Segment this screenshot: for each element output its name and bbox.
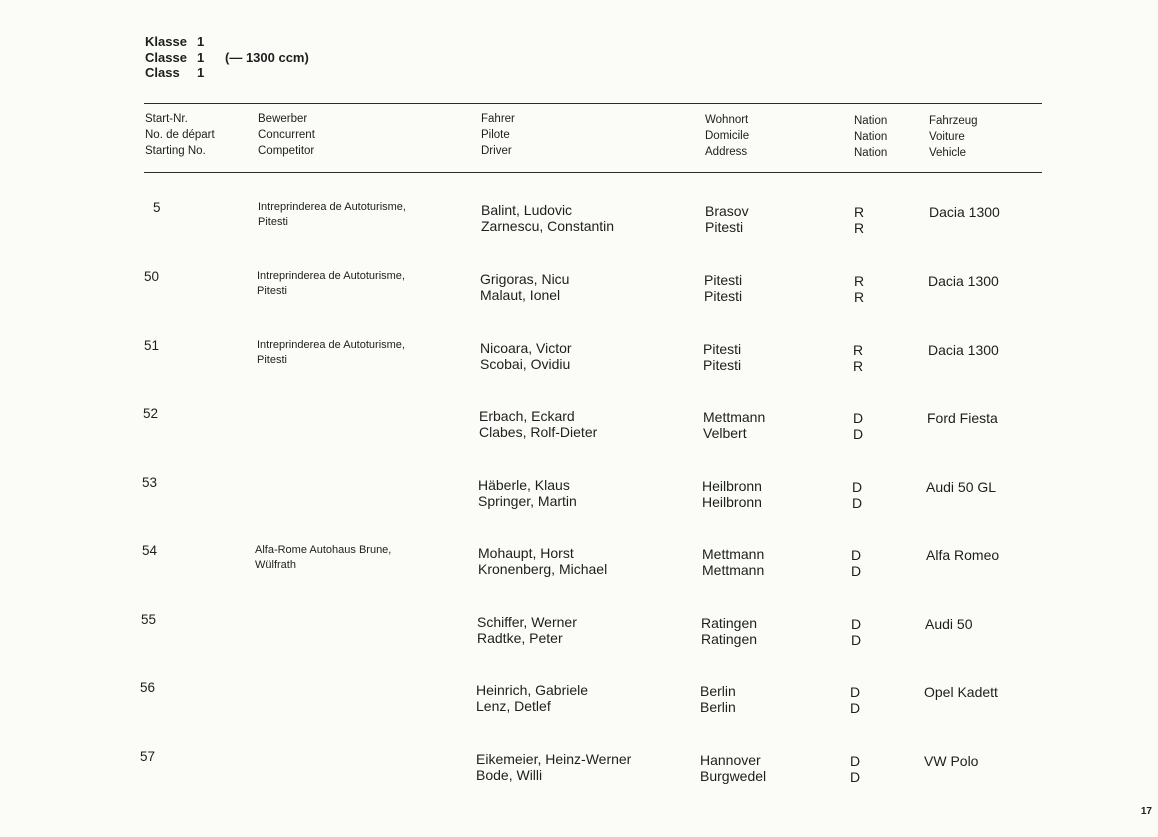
drivers (477, 614, 577, 646)
header-top-rule (144, 103, 1042, 104)
drivers (479, 408, 597, 440)
addresses (705, 203, 749, 235)
address: Velbert (703, 425, 747, 441)
nation-code: R (854, 273, 865, 289)
competitor-line: Intreprinderea de Autoturisme, (258, 201, 406, 213)
driver-name: Lenz, Detlef (476, 698, 551, 714)
entry-row (0, 543, 1158, 583)
class-heading (145, 34, 309, 81)
vehicle: Audi 50 GL (926, 479, 997, 495)
header-line: Starting No. (145, 145, 206, 157)
address: Heilbronn (702, 478, 762, 494)
entry-row (0, 406, 1158, 446)
entry-row (0, 612, 1158, 652)
class-number: 1 (197, 49, 205, 65)
address: Berlin (700, 699, 736, 715)
driver-name: Grigoras, Nicu (480, 271, 570, 287)
driver-name: Schiffer, Werner (477, 614, 577, 630)
header-line: Nation (854, 131, 888, 143)
class-label: Class (145, 65, 180, 80)
nations (853, 342, 863, 374)
addresses (702, 546, 764, 578)
driver-name: Mohaupt, Horst (478, 545, 574, 561)
start-number: 55 (141, 612, 157, 627)
nation-code: D (850, 684, 861, 700)
drivers (478, 477, 577, 509)
competitor-line: Intreprinderea de Autoturisme, (257, 339, 405, 351)
driver-name: Radtke, Peter (477, 630, 563, 646)
displacement-note: (— 1300 ccm) (225, 49, 309, 65)
address: Mettmann (702, 546, 765, 562)
nations (851, 547, 861, 579)
nation-code: D (853, 426, 864, 442)
header-line: Nation (854, 115, 888, 127)
vehicle: Alfa Romeo (926, 547, 1000, 563)
driver-name: Nicoara, Victor (480, 340, 572, 356)
addresses (700, 683, 736, 715)
nation-code: D (852, 495, 863, 511)
competitor-line: Intreprinderea de Autoturisme, (257, 270, 405, 282)
start-number: 51 (144, 338, 160, 353)
address: Pitesti (705, 219, 744, 235)
nation-code: R (854, 204, 865, 220)
start-number: 57 (140, 749, 156, 764)
address: Berlin (700, 683, 736, 699)
start-number: 50 (144, 269, 160, 284)
competitor-line: Pitesti (257, 354, 287, 366)
header-line: Driver (481, 145, 512, 157)
class-number: 1 (197, 34, 205, 49)
address: Mettmann (703, 409, 766, 425)
column-header-start-nr (145, 111, 215, 159)
competitor-line: Pitesti (257, 285, 287, 297)
start-number: 52 (143, 406, 159, 421)
nation-code: D (850, 769, 861, 785)
address: Ratingen (701, 631, 758, 647)
competitor (257, 338, 405, 368)
nation-code: D (850, 753, 861, 769)
competitor (258, 200, 406, 230)
header-bottom-rule (144, 172, 1042, 173)
header-line: Fahrer (481, 113, 515, 125)
class-line-fr (145, 50, 309, 66)
vehicle: Opel Kadett (924, 684, 998, 700)
competitor-line: Pitesti (258, 216, 288, 228)
address: Pitesti (704, 288, 743, 304)
driver-name: Balint, Ludovic (481, 202, 573, 218)
driver-name: Heinrich, Gabriele (476, 682, 589, 698)
start-number: 5 (153, 200, 161, 215)
addresses (701, 615, 757, 647)
driver-name: Zarnescu, Constantin (481, 218, 615, 234)
competitor (255, 543, 391, 573)
address: Brasov (705, 203, 749, 219)
nation-code: D (851, 563, 862, 579)
nation-code: D (851, 547, 862, 563)
entry-row (0, 200, 1158, 240)
header-line: Domicile (705, 130, 750, 142)
vehicle: Ford Fiesta (927, 410, 998, 426)
address: Pitesti (703, 341, 742, 357)
header-line: Vehicle (929, 147, 967, 159)
driver-name: Häberle, Klaus (478, 477, 570, 493)
column-header-fahrzeug (929, 113, 978, 161)
header-line: Fahrzeug (929, 115, 978, 127)
nation-code: R (853, 358, 864, 374)
entry-row (0, 338, 1158, 378)
entry-row (0, 680, 1158, 720)
nation-code: R (854, 289, 865, 305)
entry-row (0, 269, 1158, 309)
vehicle: VW Polo (924, 753, 979, 769)
header-line: Competitor (258, 145, 315, 157)
drivers (476, 682, 588, 714)
nation-code: D (850, 700, 861, 716)
competitor (257, 269, 405, 299)
address: Burgwedel (700, 768, 767, 784)
vehicle: Audi 50 (925, 616, 973, 632)
vehicle: Dacia 1300 (929, 204, 1000, 220)
drivers (478, 545, 607, 577)
start-number: 56 (140, 680, 156, 695)
column-header-fahrer (481, 111, 515, 159)
nation-code: R (854, 220, 865, 236)
header-line: Nation (854, 147, 888, 159)
nation-code: D (851, 632, 862, 648)
start-number: 53 (142, 475, 158, 490)
column-header-bewerber (258, 111, 315, 159)
header-line: No. de départ (145, 129, 215, 141)
nations (850, 753, 860, 785)
vehicle: Dacia 1300 (928, 342, 999, 358)
column-header-wohnort (705, 112, 749, 160)
nations (851, 616, 861, 648)
entry-row (0, 749, 1158, 789)
drivers (480, 340, 572, 372)
entry-row (0, 475, 1158, 515)
nation-code: D (851, 616, 862, 632)
address: Ratingen (701, 615, 758, 631)
address: Pitesti (703, 357, 742, 373)
address: Hannover (700, 752, 761, 768)
column-header-nation (854, 113, 887, 161)
driver-name: Clabes, Rolf-Dieter (479, 424, 598, 440)
nations (853, 410, 863, 442)
header-line: Wohnort (705, 114, 749, 126)
drivers (481, 202, 614, 234)
address: Heilbronn (702, 494, 762, 510)
address: Mettmann (702, 562, 765, 578)
nations (852, 479, 862, 511)
class-line-en (145, 65, 309, 81)
address: Pitesti (704, 272, 743, 288)
driver-name: Eikemeier, Heinz-Werner (476, 751, 632, 767)
class-line-de (145, 34, 309, 50)
driver-name: Kronenberg, Michael (478, 561, 608, 577)
header-line: Concurrent (258, 129, 315, 141)
class-label: Classe (145, 49, 187, 65)
header-line: Bewerber (258, 113, 308, 125)
driver-name: Malaut, Ionel (480, 287, 561, 303)
addresses (704, 272, 742, 304)
header-line: Pilote (481, 129, 510, 141)
driver-name: Springer, Martin (478, 493, 577, 509)
driver-name: Bode, Willi (476, 767, 543, 783)
nation-code: D (852, 479, 863, 495)
header-line: Address (705, 146, 748, 158)
nation-code: R (853, 342, 864, 358)
driver-name: Scobai, Ovidiu (480, 356, 571, 372)
competitor-line: Wülfrath (255, 559, 296, 571)
page-number: 17 (1140, 806, 1152, 817)
driver-name: Erbach, Eckard (479, 408, 575, 424)
nations (854, 204, 864, 236)
start-number: 54 (142, 543, 158, 558)
addresses (700, 752, 766, 784)
nations (854, 273, 864, 305)
competitor-line: Alfa-Rome Autohaus Brune, (255, 544, 392, 556)
drivers (480, 271, 569, 303)
nations (850, 684, 860, 716)
addresses (702, 478, 762, 510)
header-line: Voiture (929, 131, 965, 143)
nation-code: D (853, 410, 864, 426)
class-label: Klasse (145, 34, 187, 49)
addresses (703, 409, 765, 441)
class-number: 1 (197, 65, 205, 80)
vehicle: Dacia 1300 (928, 273, 999, 289)
addresses (703, 341, 741, 373)
drivers (476, 751, 631, 783)
header-line: Start-Nr. (145, 113, 188, 125)
